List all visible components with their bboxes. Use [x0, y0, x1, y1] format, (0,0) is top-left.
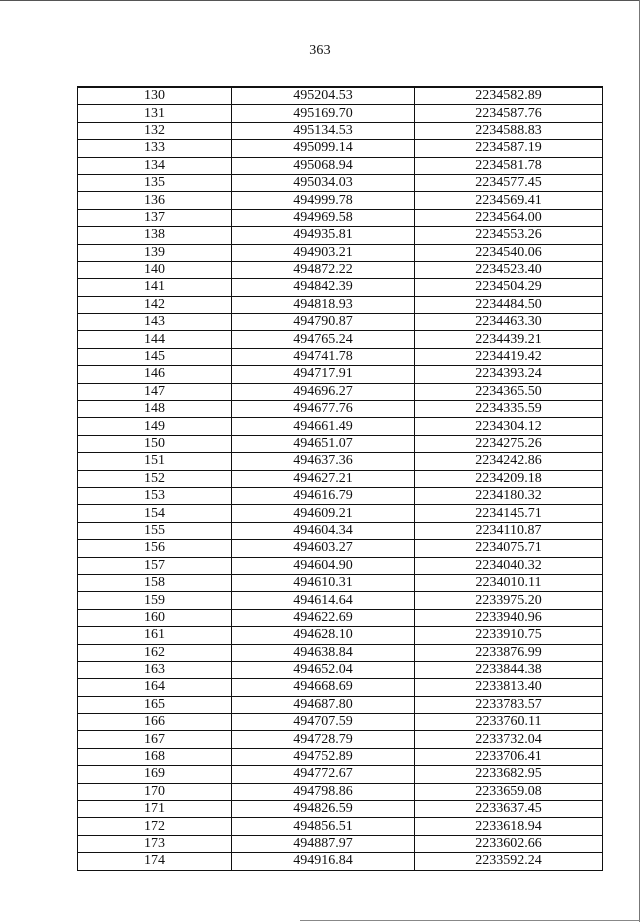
y-coordinate-cell: 2233975.20	[415, 592, 603, 609]
point-number-cell: 174	[78, 853, 232, 870]
x-coordinate-cell: 494717.91	[232, 366, 415, 383]
y-coordinate-cell: 2234581.78	[415, 157, 603, 174]
x-coordinate-cell: 494969.58	[232, 209, 415, 226]
page-edge-top	[0, 0, 640, 1]
table-row	[78, 279, 603, 296]
table-row	[78, 557, 603, 574]
coordinates-table	[77, 86, 603, 871]
point-number-cell: 142	[78, 296, 232, 313]
page-number: 363	[309, 43, 331, 58]
table-row	[78, 331, 603, 348]
table-row	[78, 244, 603, 261]
point-number-cell: 144	[78, 331, 232, 348]
point-number-cell: 145	[78, 348, 232, 365]
y-coordinate-cell: 2233732.04	[415, 731, 603, 748]
y-coordinate-cell: 2234075.71	[415, 540, 603, 557]
point-number-cell: 158	[78, 574, 232, 591]
x-coordinate-cell: 495034.03	[232, 174, 415, 191]
table-row	[78, 87, 603, 105]
point-number-cell: 134	[78, 157, 232, 174]
point-number-cell: 163	[78, 661, 232, 678]
table-row	[78, 174, 603, 191]
point-number-cell: 159	[78, 592, 232, 609]
point-number-cell: 171	[78, 801, 232, 818]
x-coordinate-cell: 494687.80	[232, 696, 415, 713]
point-number-cell: 146	[78, 366, 232, 383]
point-number-cell: 161	[78, 627, 232, 644]
x-coordinate-cell: 494651.07	[232, 435, 415, 452]
point-number-cell: 139	[78, 244, 232, 261]
x-coordinate-cell: 494661.49	[232, 418, 415, 435]
point-number-cell: 165	[78, 696, 232, 713]
point-number-cell: 156	[78, 540, 232, 557]
point-number-cell: 152	[78, 470, 232, 487]
y-coordinate-cell: 2234365.50	[415, 383, 603, 400]
x-coordinate-cell: 495099.14	[232, 140, 415, 157]
table-row	[78, 853, 603, 870]
point-number-cell: 136	[78, 192, 232, 209]
point-number-cell: 131	[78, 105, 232, 122]
x-coordinate-cell: 494622.69	[232, 609, 415, 626]
y-coordinate-cell: 2234304.12	[415, 418, 603, 435]
x-coordinate-cell: 494765.24	[232, 331, 415, 348]
table-row	[78, 383, 603, 400]
x-coordinate-cell: 494637.36	[232, 453, 415, 470]
table-row	[78, 261, 603, 278]
y-coordinate-cell: 2234523.40	[415, 261, 603, 278]
x-coordinate-cell: 494638.84	[232, 644, 415, 661]
table-row	[78, 574, 603, 591]
y-coordinate-cell: 2234587.76	[415, 105, 603, 122]
y-coordinate-cell: 2233876.99	[415, 644, 603, 661]
table-row	[78, 696, 603, 713]
table-row	[78, 714, 603, 731]
table-row	[78, 157, 603, 174]
table-row	[78, 644, 603, 661]
x-coordinate-cell: 494790.87	[232, 314, 415, 331]
x-coordinate-cell: 494610.31	[232, 574, 415, 591]
point-number-cell: 162	[78, 644, 232, 661]
point-number-cell: 132	[78, 122, 232, 139]
y-coordinate-cell: 2234504.29	[415, 279, 603, 296]
point-number-cell: 137	[78, 209, 232, 226]
point-number-cell: 172	[78, 818, 232, 835]
table-row	[78, 835, 603, 852]
x-coordinate-cell: 495134.53	[232, 122, 415, 139]
x-coordinate-cell: 494935.81	[232, 227, 415, 244]
point-number-cell: 168	[78, 748, 232, 765]
x-coordinate-cell: 494652.04	[232, 661, 415, 678]
table-row	[78, 801, 603, 818]
table-row	[78, 296, 603, 313]
x-coordinate-cell: 494872.22	[232, 261, 415, 278]
y-coordinate-cell: 2233813.40	[415, 679, 603, 696]
x-coordinate-cell: 494818.93	[232, 296, 415, 313]
table-row	[78, 453, 603, 470]
x-coordinate-cell: 495068.94	[232, 157, 415, 174]
x-coordinate-cell: 494798.86	[232, 783, 415, 800]
y-coordinate-cell: 2234587.19	[415, 140, 603, 157]
y-coordinate-cell: 2233682.95	[415, 766, 603, 783]
y-coordinate-cell: 2234242.86	[415, 453, 603, 470]
y-coordinate-cell: 2234145.71	[415, 505, 603, 522]
table-row	[78, 818, 603, 835]
x-coordinate-cell: 494604.90	[232, 557, 415, 574]
x-coordinate-cell: 494826.59	[232, 801, 415, 818]
y-coordinate-cell: 2234484.50	[415, 296, 603, 313]
x-coordinate-cell: 495204.53	[232, 87, 415, 105]
y-coordinate-cell: 2233637.45	[415, 801, 603, 818]
table-row	[78, 435, 603, 452]
point-number-cell: 150	[78, 435, 232, 452]
x-coordinate-cell: 494728.79	[232, 731, 415, 748]
y-coordinate-cell: 2234040.32	[415, 557, 603, 574]
point-number-cell: 173	[78, 835, 232, 852]
y-coordinate-cell: 2233940.96	[415, 609, 603, 626]
x-coordinate-cell: 494903.21	[232, 244, 415, 261]
table-row	[78, 401, 603, 418]
y-coordinate-cell: 2234564.00	[415, 209, 603, 226]
x-coordinate-cell: 494603.27	[232, 540, 415, 557]
point-number-cell: 133	[78, 140, 232, 157]
table-row	[78, 748, 603, 765]
y-coordinate-cell: 2234010.11	[415, 574, 603, 591]
x-coordinate-cell: 494707.59	[232, 714, 415, 731]
x-coordinate-cell: 494628.10	[232, 627, 415, 644]
y-coordinate-cell: 2233844.38	[415, 661, 603, 678]
y-coordinate-cell: 2234209.18	[415, 470, 603, 487]
y-coordinate-cell: 2233618.94	[415, 818, 603, 835]
y-coordinate-cell: 2234577.45	[415, 174, 603, 191]
y-coordinate-cell: 2234582.89	[415, 87, 603, 105]
table-row	[78, 627, 603, 644]
y-coordinate-cell: 2233910.75	[415, 627, 603, 644]
x-coordinate-cell: 494696.27	[232, 383, 415, 400]
table-row	[78, 348, 603, 365]
table-row	[78, 140, 603, 157]
x-coordinate-cell: 494609.21	[232, 505, 415, 522]
point-number-cell: 149	[78, 418, 232, 435]
y-coordinate-cell: 2233783.57	[415, 696, 603, 713]
point-number-cell: 151	[78, 453, 232, 470]
y-coordinate-cell: 2234553.26	[415, 227, 603, 244]
table-row	[78, 731, 603, 748]
x-coordinate-cell: 494752.89	[232, 748, 415, 765]
point-number-cell: 170	[78, 783, 232, 800]
table-row	[78, 609, 603, 626]
y-coordinate-cell: 2234180.32	[415, 487, 603, 504]
point-number-cell: 140	[78, 261, 232, 278]
table-row	[78, 418, 603, 435]
y-coordinate-cell: 2233760.11	[415, 714, 603, 731]
table-row	[78, 522, 603, 539]
point-number-cell: 154	[78, 505, 232, 522]
point-number-cell: 141	[78, 279, 232, 296]
table-row	[78, 470, 603, 487]
table-row	[78, 209, 603, 226]
y-coordinate-cell: 2233659.08	[415, 783, 603, 800]
point-number-cell: 155	[78, 522, 232, 539]
table-row	[78, 679, 603, 696]
table-row	[78, 227, 603, 244]
y-coordinate-cell: 2234335.59	[415, 401, 603, 418]
x-coordinate-cell: 494614.64	[232, 592, 415, 609]
point-number-cell: 147	[78, 383, 232, 400]
table-row	[78, 661, 603, 678]
x-coordinate-cell: 494772.67	[232, 766, 415, 783]
x-coordinate-cell: 494677.76	[232, 401, 415, 418]
table-row	[78, 122, 603, 139]
table-row	[78, 592, 603, 609]
y-coordinate-cell: 2234588.83	[415, 122, 603, 139]
point-number-cell: 157	[78, 557, 232, 574]
x-coordinate-cell: 494999.78	[232, 192, 415, 209]
y-coordinate-cell: 2233706.41	[415, 748, 603, 765]
table-row	[78, 540, 603, 557]
point-number-cell: 138	[78, 227, 232, 244]
table-row	[78, 505, 603, 522]
y-coordinate-cell: 2234393.24	[415, 366, 603, 383]
y-coordinate-cell: 2234439.21	[415, 331, 603, 348]
coordinates-table-body	[78, 87, 603, 870]
x-coordinate-cell: 494916.84	[232, 853, 415, 870]
point-number-cell: 143	[78, 314, 232, 331]
point-number-cell: 169	[78, 766, 232, 783]
x-coordinate-cell: 494842.39	[232, 279, 415, 296]
point-number-cell: 164	[78, 679, 232, 696]
table-row	[78, 105, 603, 122]
table-row	[78, 192, 603, 209]
table-row	[78, 766, 603, 783]
table-row	[78, 783, 603, 800]
table-row	[78, 487, 603, 504]
y-coordinate-cell: 2234540.06	[415, 244, 603, 261]
y-coordinate-cell: 2234463.30	[415, 314, 603, 331]
y-coordinate-cell: 2234275.26	[415, 435, 603, 452]
y-coordinate-cell: 2234569.41	[415, 192, 603, 209]
y-coordinate-cell: 2233602.66	[415, 835, 603, 852]
x-coordinate-cell: 495169.70	[232, 105, 415, 122]
point-number-cell: 167	[78, 731, 232, 748]
y-coordinate-cell: 2234419.42	[415, 348, 603, 365]
y-coordinate-cell: 2234110.87	[415, 522, 603, 539]
table-row	[78, 314, 603, 331]
x-coordinate-cell: 494616.79	[232, 487, 415, 504]
x-coordinate-cell: 494668.69	[232, 679, 415, 696]
x-coordinate-cell: 494887.97	[232, 835, 415, 852]
x-coordinate-cell: 494627.21	[232, 470, 415, 487]
y-coordinate-cell: 2233592.24	[415, 853, 603, 870]
point-number-cell: 135	[78, 174, 232, 191]
point-number-cell: 130	[78, 87, 232, 105]
point-number-cell: 160	[78, 609, 232, 626]
point-number-cell: 166	[78, 714, 232, 731]
x-coordinate-cell: 494856.51	[232, 818, 415, 835]
x-coordinate-cell: 494741.78	[232, 348, 415, 365]
point-number-cell: 153	[78, 487, 232, 504]
page-edge-bottom	[300, 920, 640, 921]
x-coordinate-cell: 494604.34	[232, 522, 415, 539]
point-number-cell: 148	[78, 401, 232, 418]
table-row	[78, 366, 603, 383]
